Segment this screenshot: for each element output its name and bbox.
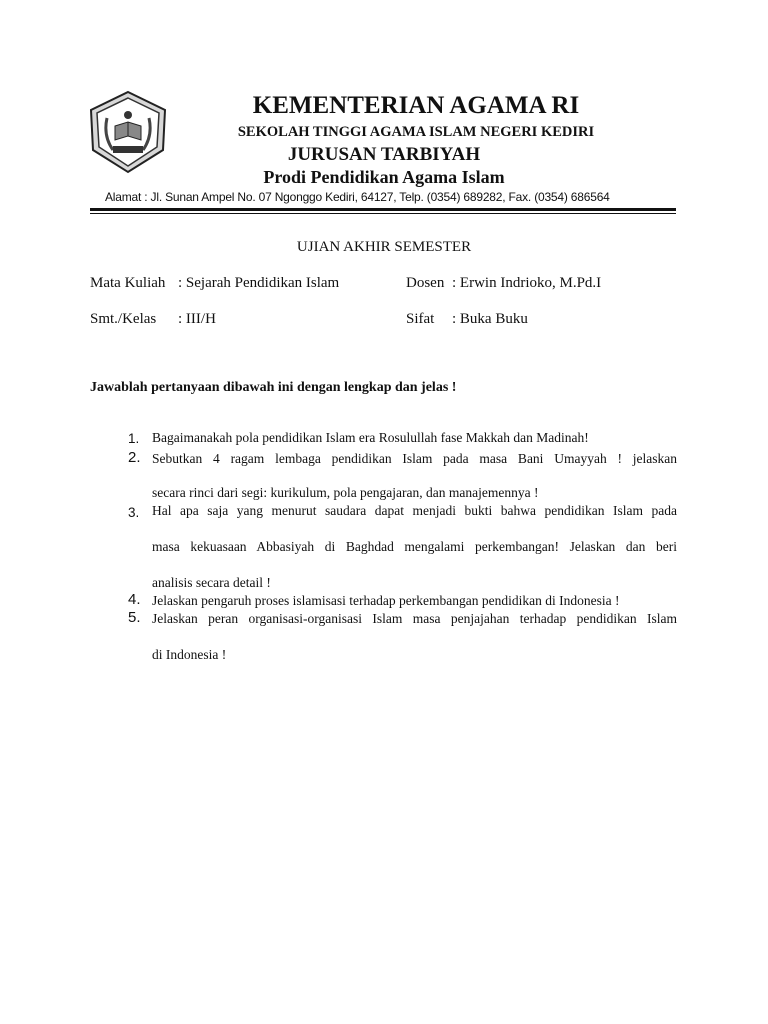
college-name: SEKOLAH TINGGI AGAMA ISLAM NEGERI KEDIRI xyxy=(237,124,595,140)
question-number: 5. xyxy=(128,609,141,626)
question-1-line-1: Bagaimanakah pola pendidikan Islam era Rosulullah fase Makkah dan Madinah! xyxy=(152,430,589,445)
question-2-line-2: secara rinci dari segi: kurikulum, pola pengajaran, dan manajemennya ! xyxy=(152,485,539,500)
question-number: 3. xyxy=(128,505,140,520)
question-number: 1. xyxy=(128,431,140,446)
address-line: Alamat : Jl. Sunan Ampel No. 07 Ngonggo Kediri, 64127, Telp. (0354) 689282, Fax. (0354) 686564 xyxy=(105,190,610,204)
question-3-line-3: analisis secara detail ! xyxy=(152,575,271,590)
class-value: : III/H xyxy=(178,311,216,327)
exam-title: UJIAN AKHIR SEMESTER xyxy=(296,239,472,255)
question-number: 2. xyxy=(128,449,141,466)
ministry-title: KEMENTERIAN AGAMA RI xyxy=(252,92,580,119)
question-5-line-2: di Indonesia ! xyxy=(152,647,227,662)
class-label: Smt./Kelas xyxy=(90,311,157,327)
program-name: Prodi Pendidikan Agama Islam xyxy=(263,167,505,187)
question-2-line-1: Sebutkan 4 ragam lembaga pendidikan Islam pada masa Bani Umayyah ! jelaskan xyxy=(152,451,677,466)
lecturer-value: : Erwin Indrioko, M.Pd.I xyxy=(452,275,602,291)
question-3-line-2: masa kekuasaan Abbasiyah di Baghdad mengalami perkembangan! Jelaskan dan beri xyxy=(152,539,677,554)
question-3-line-1: Hal apa saja yang menurut saudara dapat menjadi bukti bahwa pendidikan Islam pada xyxy=(152,503,677,518)
nature-label: Sifat xyxy=(406,311,435,327)
question-5-line-1: Jelaskan peran organisasi-organisasi Islam masa penjajahan terhadap pendidikan Islam xyxy=(152,611,677,626)
lecturer-label: Dosen xyxy=(406,275,445,291)
instruction-text: Jawablah pertanyaan dibawah ini dengan lengkap dan jelas ! xyxy=(90,380,457,395)
question-number: 4. xyxy=(128,591,141,608)
course-value: : Sejarah Pendidikan Islam xyxy=(178,275,340,291)
course-label: Mata Kuliah xyxy=(90,275,166,291)
nature-value: : Buka Buku xyxy=(452,311,528,327)
header-rule-thin xyxy=(90,213,676,214)
question-4-line-1: Jelaskan pengaruh proses islamisasi terhadap perkembangan pendidikan di Indonesia ! xyxy=(152,593,620,608)
department-name: JURUSAN TARBIYAH xyxy=(287,144,481,165)
header-rule-thick xyxy=(90,208,676,211)
